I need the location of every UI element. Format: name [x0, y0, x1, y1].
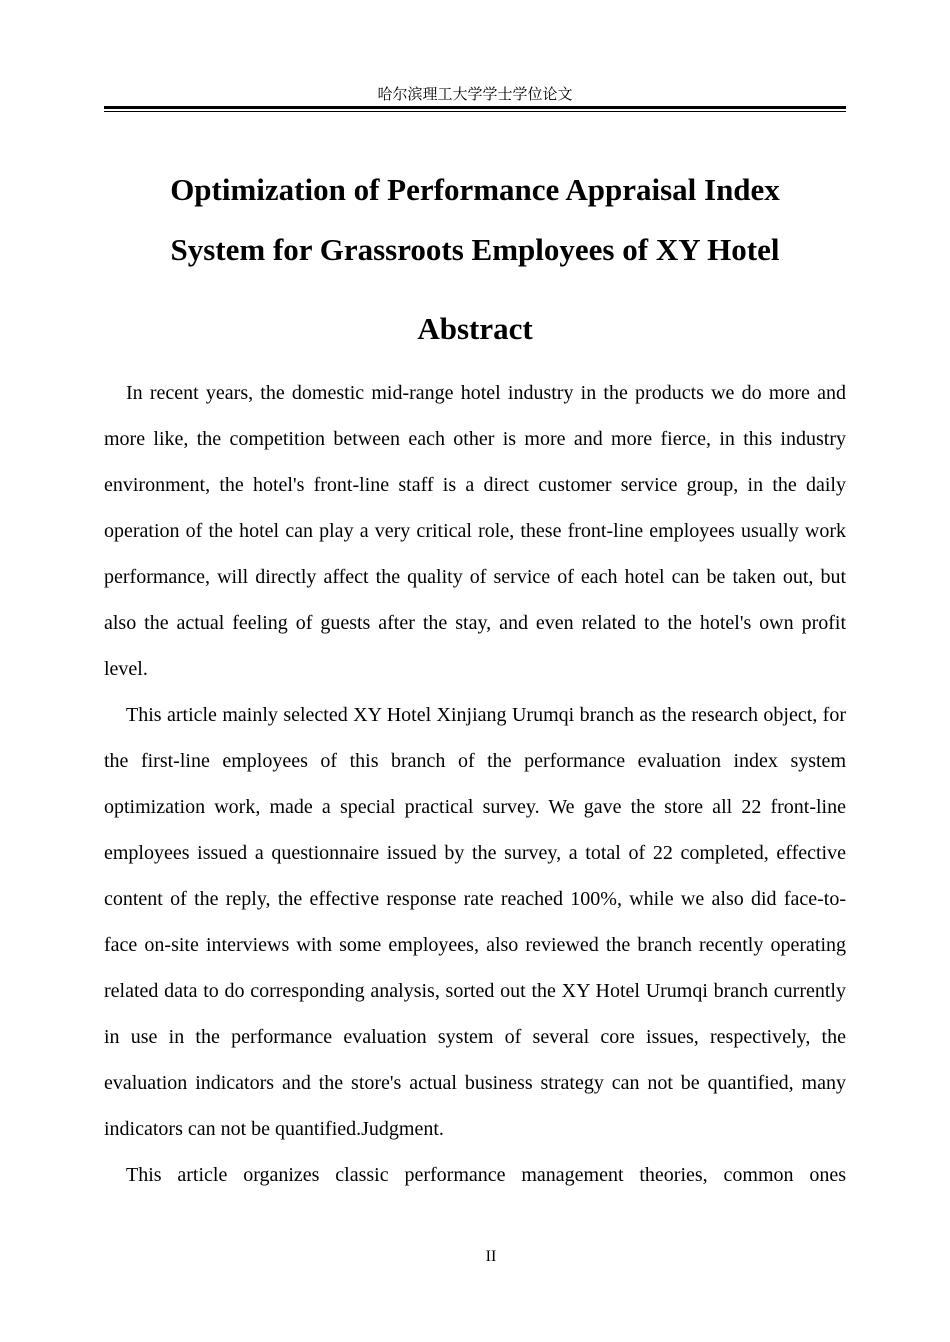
thesis-title-line-2: System for Grassroots Employees of XY Hotel [170, 232, 780, 267]
abstract-body [104, 370, 846, 1198]
abstract-paragraph-1: In recent years, the domestic mid-range hotel industry in the products we do more and more like, the competition between each other is more and more fierce, in this industry environment, the hotel's front-line staff is a direct customer service group, in the daily operation of the hotel can play a very critical role, these front-line employees usually work performance, will directly affect the quality of service of each hotel can be taken out, but also the actual feeling of guests after the stay, and even related to the hotel's own profit level. [104, 382, 846, 680]
header-rule-thick [104, 106, 846, 109]
thesis-title-line-1: Optimization of Performance Appraisal Index [170, 172, 780, 207]
header-rule-thin [104, 111, 846, 112]
page-number: II [485, 1248, 497, 1265]
abstract-heading: Abstract [417, 311, 533, 346]
abstract-paragraph-3: This article organizes classic performance management theories, common ones [126, 1164, 846, 1186]
abstract-paragraph-2: This article mainly selected XY Hotel Xinjiang Urumqi branch as the research object, for the first-line employees of this branch of the performance evaluation index system optimization work, made a special practical survey. We gave the store all 22 front-line employees issued a questionnaire issued by the survey, a total of 22 completed, effective content of the reply, the effective response rate reached 100%, while we also did face-to-face on-site interviews with some employees, also reviewed the branch recently operating related data to do corresponding analysis, sorted out the XY Hotel Urumqi branch currently in use in the performance evaluation system of several core issues, respectively, the evaluation indicators and the store's actual business strategy can not be quantified, many indicators can not be quantified.Judgment. [104, 704, 846, 1140]
running-header: 哈尔滨理工大学学士学位论文 [377, 85, 573, 103]
thesis-title [104, 160, 846, 280]
